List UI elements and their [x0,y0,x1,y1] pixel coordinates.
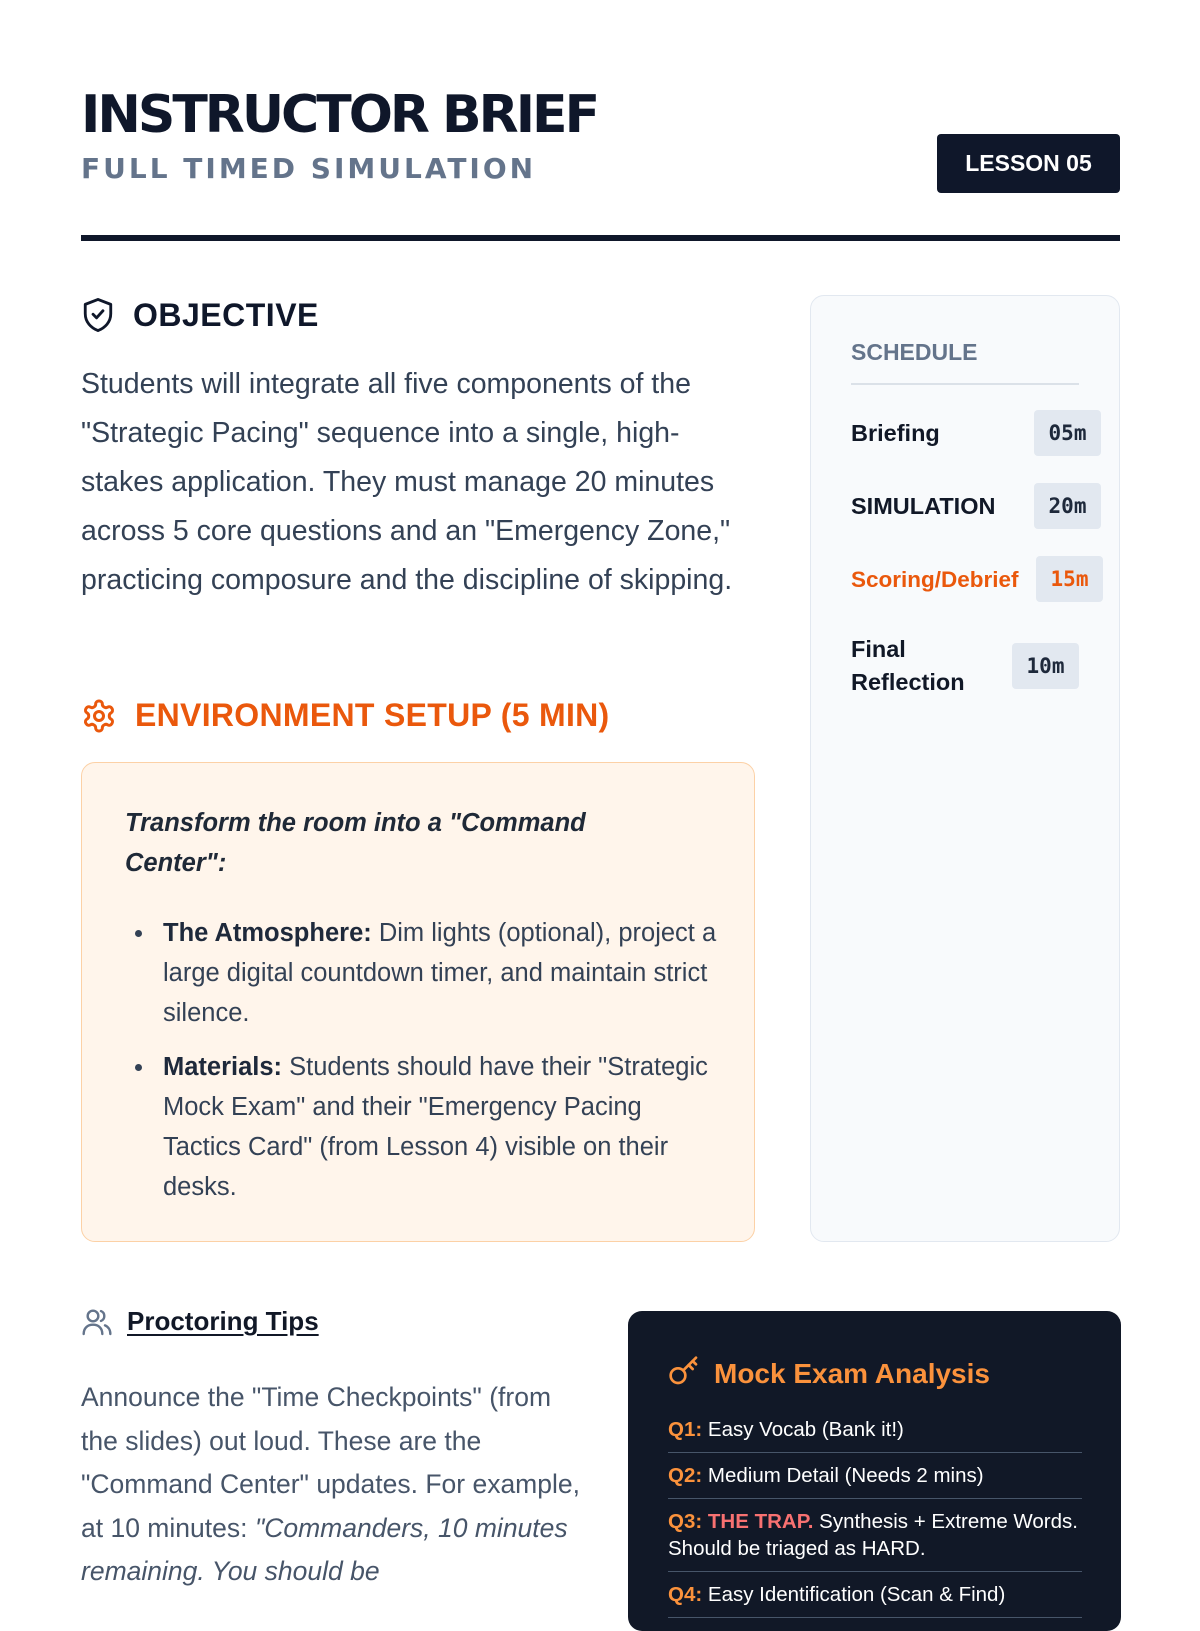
schedule-row-briefing [851,410,1101,456]
environment-box [81,762,755,1242]
mock-exam-card [628,1311,1121,1631]
key-icon [668,1355,700,1392]
environment-heading [81,697,610,734]
environment-intro: Transform the room into a "Command Center": [125,809,586,877]
schedule-divider [851,383,1079,385]
schedule-label: Final Reflection [851,636,965,695]
schedule-row-simulation [851,483,1101,529]
objective-title: OBJECTIVE [133,296,319,333]
page-title: INSTRUCTOR BRIEF [81,85,598,145]
mock-exam-heading [668,1355,990,1392]
objective-heading [81,296,319,334]
schedule-row-reflection [851,633,1079,699]
mock-exam-title: Mock Exam Analysis [714,1357,990,1389]
schedule-card [810,295,1120,1242]
proctoring-text [81,1376,591,1594]
users-icon [81,1307,113,1337]
question-note: Synthesis + Extreme Words. Should be triaged as HARD. [668,1510,1078,1560]
schedule-title: SCHEDULE [851,339,978,365]
schedule-label: SIMULATION [851,492,996,519]
question-number: Q1: [668,1418,703,1441]
question-number: Q4: [668,1583,703,1606]
proctoring-heading [81,1306,319,1337]
schedule-row-scoring [851,556,1103,602]
question-number: Q2: [668,1464,703,1487]
schedule-time: 15m [1036,556,1103,602]
question-note: Easy Vocab (Bank it!) [707,1418,904,1441]
schedule-time: 20m [1034,483,1101,529]
schedule-time: 10m [1012,643,1079,689]
item-label: Materials: [163,1053,283,1081]
list-item [125,1047,725,1207]
list-item [668,1453,1082,1499]
schedule-time: 05m [1034,410,1101,456]
question-number: Q3: [668,1510,703,1533]
question-note: Easy Identification (Scan & Find) [707,1583,1006,1606]
environment-list [125,913,725,1221]
item-text: Dim lights (optional), project a large digital countdown timer, and maintain strict silence. [163,919,717,1027]
list-item [668,1499,1082,1572]
instructor-brief-page [81,0,1120,1606]
proctoring-quote: "Commanders, 10 minutes remaining. You should be [81,1512,568,1586]
item-text: Students should have their "Strategic Mock Exam" and their "Emergency Pacing Tactics Card" (from Lesson 4) visible on their desks. [163,1053,708,1201]
schedule-label: Scoring/Debrief [851,566,1019,592]
list-item [125,913,725,1033]
lesson-badge: LESSON 05 [937,134,1120,193]
proctoring-title: Proctoring Tips [127,1306,319,1336]
trap-label: THE TRAP. [707,1510,814,1533]
bullet [135,930,142,937]
schedule-label: Briefing [851,419,940,446]
mock-exam-list [668,1416,1082,1618]
bullet [135,1064,142,1071]
page-subtitle: FULL TIMED SIMULATION [81,152,537,185]
environment-title: ENVIRONMENT SETUP (5 MIN) [135,697,610,733]
question-note: Medium Detail (Needs 2 mins) [707,1464,984,1487]
list-item [668,1572,1082,1618]
proctoring-body: Announce the "Time Checkpoints" (from the slides) out loud. These are the "Command Center" updates. For example, at 10 minutes: [81,1382,580,1543]
objective-text: Students will integrate all five components of the "Strategic Pacing" sequence into a single, high-stakes application. They must manage 20 minutes across 5 core questions and an "Emergency Zone," practicing composure and the discipline of skipping. [81,368,733,596]
header-divider [81,235,1120,241]
item-label: The Atmosphere: [163,919,372,947]
shield-check-icon [81,296,115,334]
gear-icon [81,698,117,734]
list-item [668,1416,1082,1453]
